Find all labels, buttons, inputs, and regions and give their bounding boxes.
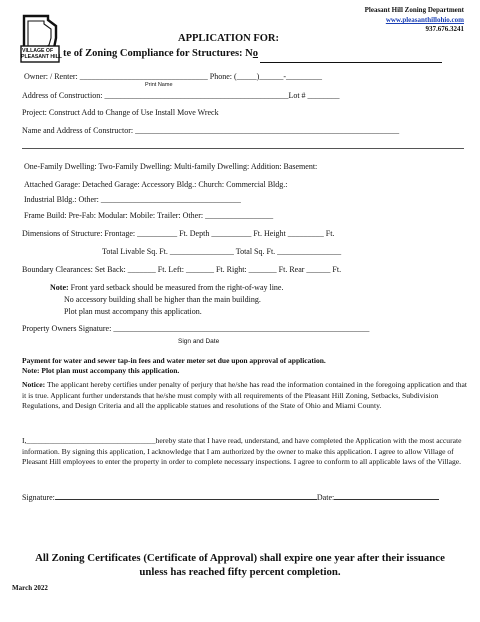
sign-and-date-caption: Sign and Date [178, 338, 220, 345]
constructor-line[interactable]: Name and Address of Constructor: __________________________________________________________________ [22, 126, 400, 135]
date-label: Date: [316, 493, 335, 502]
dimensions-line[interactable]: Dimensions of Structure: Frontage: __________ Ft. Depth __________ Ft. Height _________ Ft. [22, 229, 335, 238]
garage-types-line[interactable]: Attached Garage: Detached Garage: Accessory Bldg.: Church: Commercial Bldg.: [24, 180, 288, 189]
department-name: Pleasant Hill Zoning Department [364, 6, 464, 14]
industrial-line[interactable]: Industrial Bldg.: Other: ___________________________________ [24, 195, 241, 204]
constructor-continuation-line[interactable] [22, 148, 464, 149]
property-owner-signature-line[interactable]: Property Owners Signature: ________________________________________________________________ [22, 324, 370, 333]
boundary-clearances-line[interactable]: Boundary Clearances: Set Back: _______ Ft. Left: _______ Ft. Right: _______ Ft. Rear ______ Ft. [22, 265, 342, 274]
logo-text-pleasant-hill: PLEASANT HILL [21, 54, 62, 60]
subtitle-no-suffix: o [252, 48, 259, 59]
owner-renter-line[interactable]: Owner: / Renter: ________________________________ Phone: (_____)______-_________ [24, 72, 322, 81]
final-signature-row[interactable] [22, 491, 439, 502]
note-line-2: No accessory building shall be higher than the main building. [64, 295, 261, 304]
address-line[interactable]: Address of Construction: ______________________________________________Lot # ________ [22, 91, 340, 100]
village-logo [18, 12, 62, 72]
notice-label: Notice: [22, 380, 46, 389]
note-label: Note: [50, 283, 69, 292]
notice-paragraph [22, 380, 468, 412]
certificate-number-line[interactable] [260, 62, 442, 63]
setback-note [50, 283, 283, 292]
note-line-1: Front yard setback should be measured from the right-of-way line. [68, 283, 284, 292]
notice-text: The applicant hereby certifies under penalty of perjury that he/she has read the information contained in the foregoing application and that it is true. Applicant further understands that he/she must comply with all requirements of the Pleasant Hill Zoning, Setbacks, Subdivision Regulations, and Design Criteria and all the applicable statues and resolutions of the State of Ohio and Miami County. [22, 380, 467, 411]
subtitle-text: te of Zoning Compliance for Structures: N [63, 48, 253, 59]
expiry-statement: All Zoning Certificates (Certificate of Approval) shall expire one year after their issuance unless has reached fifty percent completion. [35, 552, 445, 578]
footer-date: March 2022 [12, 584, 48, 592]
page-title: APPLICATION FOR: [178, 33, 280, 44]
payment-notice-line-1: Payment for water and sewer tap-in fees and water meter set due upon approval of application. [22, 356, 326, 365]
page-subtitle [63, 48, 258, 59]
website-link[interactable]: www.pleasanthillohio.com [385, 16, 464, 24]
signature-field[interactable] [55, 491, 317, 500]
project-line[interactable]: Project: Construct Add to Change of Use Install Move Wreck [22, 108, 219, 117]
dwelling-types-line[interactable]: One-Family Dwelling: Two-Family Dwelling: Multi-family Dwelling: Addition: Basement: [24, 162, 318, 171]
applicant-statement[interactable]: I,__________________________________hereby state that I have read, understand, and have completed the Application with the most accurate information. By signing this application, I acknowledge that I am authorized by the owner to make this application. I agree to allow Village of Pleasant Hill employees to enter the property in order to complete necessary inspections. I agree to conform to all applicable laws of the Village. [22, 436, 462, 467]
department-phone: 937.676.3241 [425, 25, 464, 33]
payment-notice-line-2: Note: Plot plan must accompany this application. [22, 366, 180, 375]
note-line-3: Plot plan must accompany this application. [64, 307, 202, 316]
signature-label: Signature: [22, 493, 55, 502]
print-name-caption: Print Name [145, 82, 173, 88]
logo-text-village: VILLAGE OF [22, 48, 54, 54]
date-field[interactable] [334, 491, 439, 500]
livable-sqft-line[interactable]: Total Livable Sq. Ft. ________________ Total Sq. Ft. ________________ [102, 247, 342, 256]
frame-types-line[interactable]: Frame Build: Pre-Fab: Modular: Mobile: Trailer: Other: _________________ [24, 211, 274, 220]
